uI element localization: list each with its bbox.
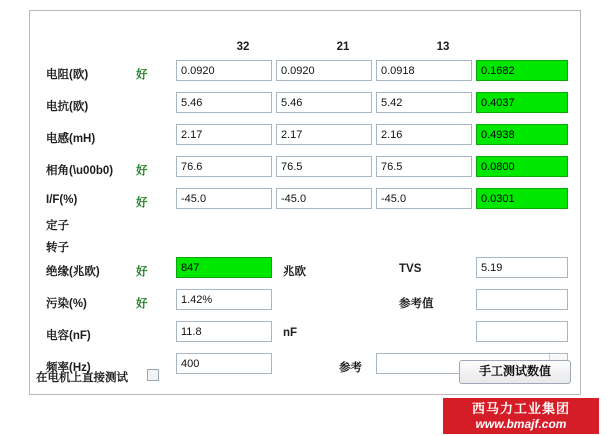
- pollution-reference-value[interactable]: [476, 289, 568, 310]
- column-header-21: 21: [336, 41, 350, 53]
- reactance-value-21[interactable]: [276, 92, 372, 113]
- if-percent-imbalance[interactable]: [476, 188, 568, 209]
- row-status-phase-angle: 好: [136, 165, 148, 177]
- row-label-inductance: 电感(mH): [46, 133, 96, 145]
- phase-angle-imbalance[interactable]: [476, 156, 568, 177]
- if-percent-value-21[interactable]: [276, 188, 372, 209]
- phase-angle-value-21[interactable]: [276, 156, 372, 177]
- resistance-value-32[interactable]: [176, 60, 272, 81]
- if-percent-value-32[interactable]: [176, 188, 272, 209]
- row-label-insulation: 绝缘(兆欧): [46, 266, 100, 278]
- brand-name: 西马力工业集团: [471, 401, 570, 416]
- resistance-value-21[interactable]: [276, 60, 372, 81]
- resistance-value-13[interactable]: [376, 60, 472, 81]
- row-label-phase-angle: 相角(\u00b0): [46, 165, 114, 177]
- row-status-if-percent: 好: [136, 197, 148, 209]
- tvs-value[interactable]: [476, 257, 568, 278]
- direct-test-checkbox[interactable]: [147, 369, 159, 381]
- frequency-value[interactable]: [176, 353, 272, 374]
- tvs-label: TVS: [399, 263, 422, 275]
- inductance-imbalance[interactable]: [476, 124, 568, 145]
- inductance-value-32[interactable]: [176, 124, 272, 145]
- direct-test-label: 在电机上直接测试: [36, 372, 128, 384]
- section-label-rotor: 转子: [46, 242, 69, 254]
- insulation-unit-label: 兆欧: [283, 266, 306, 278]
- row-status-insulation: 好: [136, 266, 148, 278]
- column-header-13: 13: [436, 41, 450, 53]
- reactance-value-13[interactable]: [376, 92, 472, 113]
- reactance-value-32[interactable]: [176, 92, 272, 113]
- row-label-frequency: 频率(Hz): [46, 362, 91, 374]
- brand-badge: [443, 398, 599, 434]
- pollution-value[interactable]: [176, 289, 272, 310]
- capacitance-reference-value[interactable]: [476, 321, 568, 342]
- row-label-pollution: 污染(%): [46, 298, 87, 310]
- inductance-value-13[interactable]: [376, 124, 472, 145]
- capacitance-value[interactable]: [176, 321, 272, 342]
- capacitance-unit-label: nF: [283, 327, 298, 339]
- if-percent-value-13[interactable]: [376, 188, 472, 209]
- brand-website: www.bmajf.com: [475, 417, 567, 431]
- row-label-resistance: 电阻(欧): [46, 69, 89, 81]
- row-label-reactance: 电抗(欧): [46, 101, 89, 113]
- measurement-grid: [30, 11, 580, 394]
- row-status-resistance: 好: [136, 69, 148, 81]
- row-status-pollution: 好: [136, 298, 148, 310]
- row-label-if-percent: I/F(%): [46, 194, 78, 206]
- phase-angle-value-13[interactable]: [376, 156, 472, 177]
- column-header-32: 32: [236, 41, 250, 53]
- pollution-reference-label: 参考值: [399, 298, 434, 310]
- section-label-stator: 定子: [46, 220, 69, 232]
- inductance-value-21[interactable]: [276, 124, 372, 145]
- resistance-imbalance[interactable]: [476, 60, 568, 81]
- phase-angle-value-32[interactable]: [176, 156, 272, 177]
- reactance-imbalance[interactable]: [476, 92, 568, 113]
- insulation-value[interactable]: [176, 257, 272, 278]
- frequency-reference-label: 参考: [339, 362, 362, 374]
- row-label-capacitance: 电容(nF): [46, 330, 91, 342]
- manual-test-button[interactable]: 手工测试数值: [459, 360, 571, 384]
- measurement-panel: [29, 10, 581, 395]
